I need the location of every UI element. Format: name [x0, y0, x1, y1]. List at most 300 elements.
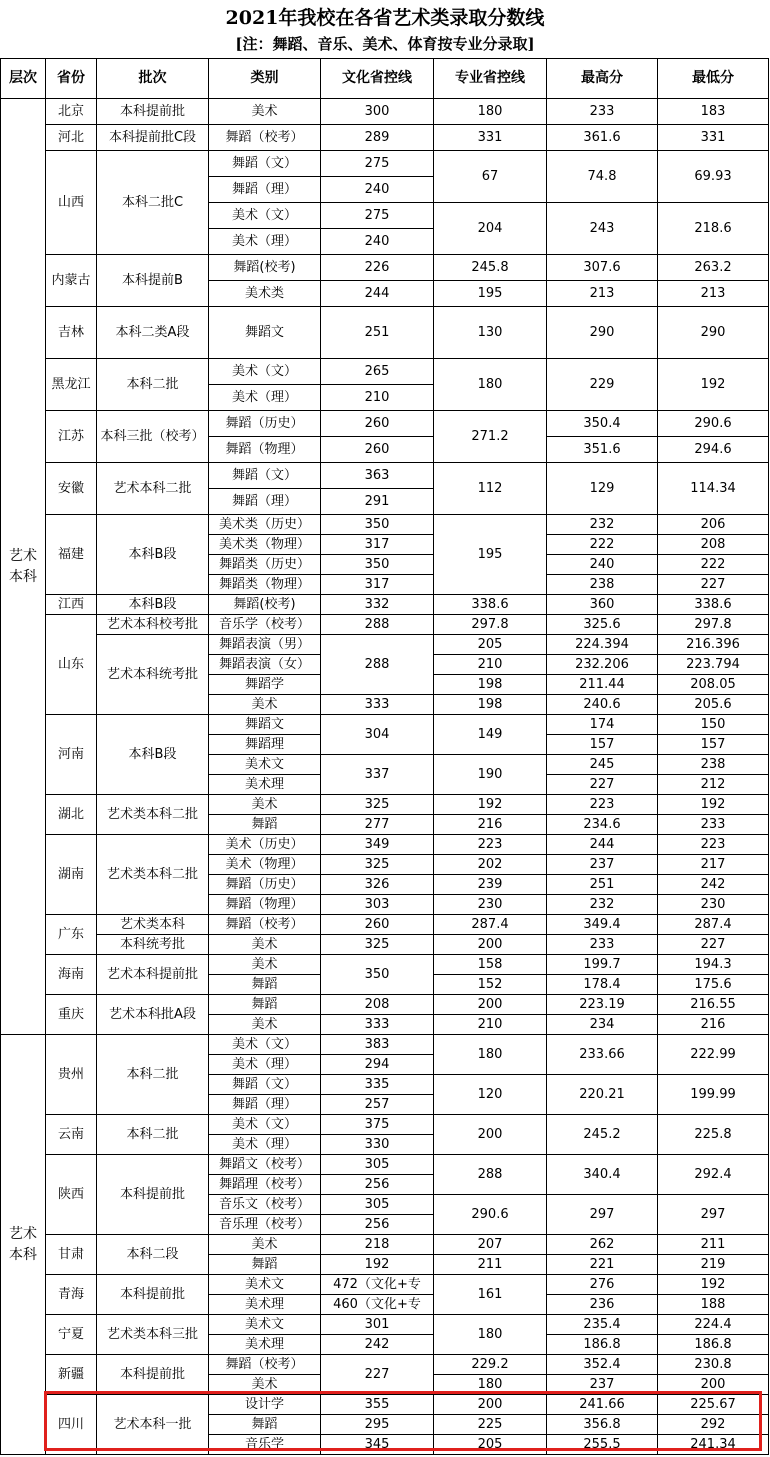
- min-score-cell: 208.05: [658, 675, 769, 695]
- culture-line-cell: 303: [321, 895, 434, 915]
- category-cell: 美术类（物理）: [209, 535, 321, 555]
- min-score-cell: 227: [658, 575, 769, 595]
- min-score-cell: 297: [658, 1195, 769, 1235]
- max-score-cell: 245.2: [547, 1115, 658, 1155]
- batch-cell: 本科二段: [97, 1235, 209, 1275]
- category-cell: 舞蹈类（物理）: [209, 575, 321, 595]
- culture-line-cell: 350: [321, 555, 434, 575]
- min-score-cell: 294.6: [658, 437, 769, 463]
- category-cell: 美术理: [209, 1335, 321, 1355]
- table-row: [1, 835, 769, 855]
- max-score-cell: 220.21: [547, 1075, 658, 1115]
- category-cell: 美术理: [209, 775, 321, 795]
- max-score-cell: 350.4: [547, 411, 658, 437]
- min-score-cell: 114.34: [658, 463, 769, 515]
- max-score-cell: 223: [547, 795, 658, 815]
- min-score-cell: 192: [658, 359, 769, 411]
- min-score-cell: 212: [658, 775, 769, 795]
- max-score-cell: 276: [547, 1275, 658, 1295]
- max-score-cell: 232.206: [547, 655, 658, 675]
- culture-line-cell: 251: [321, 307, 434, 359]
- category-cell: 舞蹈: [209, 975, 321, 995]
- max-score-cell: 243: [547, 203, 658, 255]
- max-score-cell: 224.394: [547, 635, 658, 655]
- batch-cell: 本科提前批: [97, 1355, 209, 1395]
- min-score-cell: 230.8: [658, 1355, 769, 1375]
- category-cell: 美术（文）: [209, 203, 321, 229]
- max-score-cell: 244: [547, 835, 658, 855]
- category-cell: 舞蹈表演（女）: [209, 655, 321, 675]
- max-score-cell: 213: [547, 281, 658, 307]
- culture-line-cell: 317: [321, 535, 434, 555]
- culture-line-cell: 305: [321, 1195, 434, 1215]
- min-score-cell: 192: [658, 795, 769, 815]
- max-score-cell: 233.66: [547, 1035, 658, 1075]
- min-score-cell: 292.4: [658, 1155, 769, 1195]
- min-score-cell: 216.55: [658, 995, 769, 1015]
- min-score-cell: 206: [658, 515, 769, 535]
- category-cell: 舞蹈（校考）: [209, 1355, 321, 1375]
- header-major-line: 专业省控线: [434, 59, 547, 99]
- max-score-cell: 307.6: [547, 255, 658, 281]
- major-line-cell: 200: [434, 1115, 547, 1155]
- province-cell: 贵州: [46, 1035, 97, 1115]
- max-score-cell: 238: [547, 575, 658, 595]
- max-score-cell: 157: [547, 735, 658, 755]
- min-score-cell: 188: [658, 1295, 769, 1315]
- province-cell: 山西: [46, 151, 97, 255]
- header-level: 层次: [1, 59, 46, 99]
- batch-cell: 艺术类本科: [97, 915, 209, 935]
- table-row: [1, 595, 769, 615]
- culture-line-cell: 335: [321, 1075, 434, 1095]
- culture-line-cell: 242: [321, 1335, 434, 1355]
- min-score-cell: 331: [658, 125, 769, 151]
- category-cell: 舞蹈(校考): [209, 255, 321, 281]
- culture-line-cell: 460（文化+专: [321, 1295, 434, 1315]
- max-score-cell: 233: [547, 99, 658, 125]
- category-cell: 美术类（历史）: [209, 515, 321, 535]
- min-score-cell: 287.4: [658, 915, 769, 935]
- category-cell: 舞蹈: [209, 1255, 321, 1275]
- max-score-cell: 237: [547, 855, 658, 875]
- culture-line-cell: 304: [321, 715, 434, 755]
- culture-line-cell: 337: [321, 755, 434, 795]
- max-score-cell: 129: [547, 463, 658, 515]
- category-cell: 音乐学: [209, 1435, 321, 1455]
- culture-line-cell: 289: [321, 125, 434, 151]
- header-category: 类别: [209, 59, 321, 99]
- max-score-cell: 255.5: [547, 1435, 658, 1455]
- max-score-cell: 234.6: [547, 815, 658, 835]
- header-min-score: 最低分: [658, 59, 769, 99]
- category-cell: 舞蹈文: [209, 715, 321, 735]
- major-line-cell: 239: [434, 875, 547, 895]
- major-line-cell: 211: [434, 1255, 547, 1275]
- culture-line-cell: 300: [321, 99, 434, 125]
- major-line-cell: 158: [434, 955, 547, 975]
- batch-cell: 本科二类A段: [97, 307, 209, 359]
- culture-line-cell: 277: [321, 815, 434, 835]
- min-score-cell: 338.6: [658, 595, 769, 615]
- province-cell: 吉林: [46, 307, 97, 359]
- category-cell: 美术（理）: [209, 1135, 321, 1155]
- table-row: [1, 615, 769, 635]
- batch-cell: 本科提前批C段: [97, 125, 209, 151]
- province-cell: 青海: [46, 1275, 97, 1315]
- max-score-cell: 351.6: [547, 437, 658, 463]
- min-score-cell: 216.396: [658, 635, 769, 655]
- min-score-cell: 208: [658, 535, 769, 555]
- max-score-cell: 290: [547, 307, 658, 359]
- major-line-cell: 202: [434, 855, 547, 875]
- category-cell: 美术（理）: [209, 1055, 321, 1075]
- culture-line-cell: 472（文化+专: [321, 1275, 434, 1295]
- culture-line-cell: 208: [321, 995, 434, 1015]
- max-score-cell: 360: [547, 595, 658, 615]
- table-row: [1, 307, 769, 359]
- province-cell: 四川: [46, 1395, 97, 1455]
- major-line-cell: 288: [434, 1155, 547, 1195]
- max-score-cell: 221: [547, 1255, 658, 1275]
- page-subtitle: [注：舞蹈、音乐、美术、体育按专业分录取]: [235, 35, 535, 53]
- max-score-cell: 174: [547, 715, 658, 735]
- min-score-cell: 290: [658, 307, 769, 359]
- province-cell: 云南: [46, 1115, 97, 1155]
- category-cell: 舞蹈（历史）: [209, 875, 321, 895]
- max-score-cell: 235.4: [547, 1315, 658, 1335]
- major-line-cell: 198: [434, 675, 547, 695]
- batch-cell: 艺术类本科二批: [97, 795, 209, 835]
- category-cell: 美术（历史）: [209, 835, 321, 855]
- min-score-cell: 192: [658, 1275, 769, 1295]
- culture-line-cell: 260: [321, 437, 434, 463]
- category-cell: 美术文: [209, 1315, 321, 1335]
- category-cell: 美术文: [209, 1275, 321, 1295]
- category-cell: 美术: [209, 1015, 321, 1035]
- max-score-cell: 352.4: [547, 1355, 658, 1375]
- culture-line-cell: 291: [321, 489, 434, 515]
- batch-cell: 艺术本科二批: [97, 463, 209, 515]
- province-cell: 新疆: [46, 1355, 97, 1395]
- major-line-cell: 331: [434, 125, 547, 151]
- culture-line-cell: 218: [321, 1235, 434, 1255]
- province-cell: 山东: [46, 615, 97, 715]
- batch-cell: 本科二批: [97, 359, 209, 411]
- max-score-cell: 349.4: [547, 915, 658, 935]
- province-cell: 海南: [46, 955, 97, 995]
- culture-line-cell: 350: [321, 515, 434, 535]
- culture-line-cell: 350: [321, 955, 434, 995]
- max-score-cell: 232: [547, 895, 658, 915]
- major-line-cell: 195: [434, 515, 547, 595]
- table-row: [1, 1235, 769, 1255]
- min-score-cell: 241.34: [658, 1435, 769, 1455]
- max-score-cell: 262: [547, 1235, 658, 1255]
- major-line-cell: 271.2: [434, 411, 547, 463]
- table-row: [1, 795, 769, 815]
- table-row: [1, 151, 769, 177]
- batch-cell: 本科提前批: [97, 1275, 209, 1315]
- major-line-cell: 205: [434, 1435, 547, 1455]
- culture-line-cell: 257: [321, 1095, 434, 1115]
- table-row: [1, 715, 769, 735]
- category-cell: 舞蹈（文）: [209, 151, 321, 177]
- level-cell: 艺术本科: [1, 1035, 46, 1455]
- header-batch: 批次: [97, 59, 209, 99]
- culture-line-cell: 301: [321, 1315, 434, 1335]
- batch-cell: 本科B段: [97, 515, 209, 595]
- batch-cell: 本科B段: [97, 715, 209, 795]
- min-score-cell: 150: [658, 715, 769, 735]
- category-cell: 舞蹈（理）: [209, 177, 321, 203]
- table-row: [1, 935, 769, 955]
- batch-cell: 艺术本科批A段: [97, 995, 209, 1035]
- page-title: 2021年我校在各省艺术类录取分数线: [225, 7, 545, 29]
- culture-line-cell: 332: [321, 595, 434, 615]
- major-line-cell: 245.8: [434, 255, 547, 281]
- table-row: [1, 125, 769, 151]
- max-score-cell: 361.6: [547, 125, 658, 151]
- province-cell: 黑龙江: [46, 359, 97, 411]
- min-score-cell: 297.8: [658, 615, 769, 635]
- table-row: [1, 411, 769, 437]
- category-cell: 舞蹈表演（男）: [209, 635, 321, 655]
- table-row: [1, 1155, 769, 1175]
- culture-line-cell: 256: [321, 1215, 434, 1235]
- table-row: [1, 515, 769, 535]
- major-line-cell: 287.4: [434, 915, 547, 935]
- major-line-cell: 120: [434, 1075, 547, 1115]
- category-cell: 舞蹈文: [209, 307, 321, 359]
- table-row: [1, 955, 769, 975]
- category-cell: 美术: [209, 1235, 321, 1255]
- min-score-cell: 222: [658, 555, 769, 575]
- table-row: [1, 1315, 769, 1335]
- category-cell: 舞蹈（物理）: [209, 895, 321, 915]
- major-line-cell: 190: [434, 755, 547, 795]
- culture-line-cell: 375: [321, 1115, 434, 1135]
- min-score-cell: 69.93: [658, 151, 769, 203]
- province-cell: 重庆: [46, 995, 97, 1035]
- category-cell: 设计学: [209, 1395, 321, 1415]
- min-score-cell: 157: [658, 735, 769, 755]
- table-row: [1, 99, 769, 125]
- major-line-cell: 216: [434, 815, 547, 835]
- batch-cell: 艺术本科统考批: [97, 635, 209, 715]
- major-line-cell: 200: [434, 995, 547, 1015]
- min-score-cell: 230: [658, 895, 769, 915]
- table-row: [1, 463, 769, 489]
- max-score-cell: 211.44: [547, 675, 658, 695]
- category-cell: 美术（文）: [209, 1115, 321, 1135]
- major-line-cell: 297.8: [434, 615, 547, 635]
- major-line-cell: 207: [434, 1235, 547, 1255]
- major-line-cell: 200: [434, 1395, 547, 1415]
- min-score-cell: 227: [658, 935, 769, 955]
- culture-line-cell: 355: [321, 1395, 434, 1415]
- culture-line-cell: 325: [321, 855, 434, 875]
- province-cell: 江苏: [46, 411, 97, 463]
- category-cell: 美术（文）: [209, 359, 321, 385]
- category-cell: 美术: [209, 695, 321, 715]
- min-score-cell: 199.99: [658, 1075, 769, 1115]
- culture-line-cell: 333: [321, 695, 434, 715]
- min-score-cell: 222.99: [658, 1035, 769, 1075]
- culture-line-cell: 226: [321, 255, 434, 281]
- min-score-cell: 223.794: [658, 655, 769, 675]
- max-score-cell: 223.19: [547, 995, 658, 1015]
- category-cell: 美术（文）: [209, 1035, 321, 1055]
- header-max-score: 最高分: [547, 59, 658, 99]
- province-cell: 安徽: [46, 463, 97, 515]
- category-cell: 舞蹈学: [209, 675, 321, 695]
- culture-line-cell: 275: [321, 151, 434, 177]
- culture-line-cell: 383: [321, 1035, 434, 1055]
- max-score-cell: 245: [547, 755, 658, 775]
- batch-cell: 本科提前B: [97, 255, 209, 307]
- category-cell: 舞蹈（物理）: [209, 437, 321, 463]
- batch-cell: 艺术本科校考批: [97, 615, 209, 635]
- culture-line-cell: 227: [321, 1355, 434, 1395]
- category-cell: 舞蹈（历史）: [209, 411, 321, 437]
- culture-line-cell: 349: [321, 835, 434, 855]
- major-line-cell: 230: [434, 895, 547, 915]
- major-line-cell: 130: [434, 307, 547, 359]
- table-row: [1, 995, 769, 1015]
- culture-line-cell: 260: [321, 915, 434, 935]
- culture-line-cell: 317: [321, 575, 434, 595]
- max-score-cell: 236: [547, 1295, 658, 1315]
- max-score-cell: 233: [547, 935, 658, 955]
- max-score-cell: 229: [547, 359, 658, 411]
- province-cell: 北京: [46, 99, 97, 125]
- header-culture-line: 文化省控线: [321, 59, 434, 99]
- culture-line-cell: 363: [321, 463, 434, 489]
- culture-line-cell: 240: [321, 177, 434, 203]
- province-cell: 福建: [46, 515, 97, 595]
- culture-line-cell: 345: [321, 1435, 434, 1455]
- province-cell: 内蒙古: [46, 255, 97, 307]
- category-cell: 舞蹈类（历史）: [209, 555, 321, 575]
- admission-score-table: [0, 58, 769, 1455]
- major-line-cell: 205: [434, 635, 547, 655]
- max-score-cell: 227: [547, 775, 658, 795]
- table-row: [1, 1395, 769, 1415]
- major-line-cell: 149: [434, 715, 547, 755]
- min-score-cell: 175.6: [658, 975, 769, 995]
- major-line-cell: 200: [434, 935, 547, 955]
- batch-cell: 本科统考批: [97, 935, 209, 955]
- province-cell: 江西: [46, 595, 97, 615]
- batch-cell: 本科三批（校考）: [97, 411, 209, 463]
- table-row: [1, 915, 769, 935]
- province-cell: 广东: [46, 915, 97, 955]
- max-score-cell: 240.6: [547, 695, 658, 715]
- min-score-cell: 224.4: [658, 1315, 769, 1335]
- culture-line-cell: 325: [321, 795, 434, 815]
- max-score-cell: 199.7: [547, 955, 658, 975]
- category-cell: 舞蹈: [209, 815, 321, 835]
- category-cell: 舞蹈（理）: [209, 489, 321, 515]
- table-row: [1, 1355, 769, 1375]
- level-cell: 艺术本科: [1, 99, 46, 1035]
- category-cell: 舞蹈（文）: [209, 463, 321, 489]
- major-line-cell: 204: [434, 203, 547, 255]
- max-score-cell: 340.4: [547, 1155, 658, 1195]
- culture-line-cell: 260: [321, 411, 434, 437]
- major-line-cell: 223: [434, 835, 547, 855]
- max-score-cell: 186.8: [547, 1335, 658, 1355]
- major-line-cell: 198: [434, 695, 547, 715]
- culture-line-cell: 325: [321, 935, 434, 955]
- min-score-cell: 225.8: [658, 1115, 769, 1155]
- major-line-cell: 180: [434, 1315, 547, 1355]
- culture-line-cell: 295: [321, 1415, 434, 1435]
- min-score-cell: 213: [658, 281, 769, 307]
- min-score-cell: 233: [658, 815, 769, 835]
- min-score-cell: 186.8: [658, 1335, 769, 1355]
- min-score-cell: 225.67: [658, 1395, 769, 1415]
- category-cell: 美术（物理）: [209, 855, 321, 875]
- batch-cell: 本科二批: [97, 1035, 209, 1115]
- table-row: [1, 1035, 769, 1055]
- max-score-cell: 74.8: [547, 151, 658, 203]
- header-row: [1, 59, 769, 99]
- major-line-cell: 180: [434, 1375, 547, 1395]
- min-score-cell: 211: [658, 1235, 769, 1255]
- category-cell: 舞蹈（文）: [209, 1075, 321, 1095]
- table-row: [1, 1115, 769, 1135]
- min-score-cell: 290.6: [658, 411, 769, 437]
- category-cell: 美术: [209, 795, 321, 815]
- table-body: [1, 59, 769, 1455]
- culture-line-cell: 330: [321, 1135, 434, 1155]
- major-line-cell: 161: [434, 1275, 547, 1315]
- major-line-cell: 210: [434, 655, 547, 675]
- category-cell: 美术: [209, 1375, 321, 1395]
- min-score-cell: 238: [658, 755, 769, 775]
- min-score-cell: 219: [658, 1255, 769, 1275]
- min-score-cell: 217: [658, 855, 769, 875]
- category-cell: 美术: [209, 955, 321, 975]
- culture-line-cell: 288: [321, 635, 434, 695]
- max-score-cell: 232: [547, 515, 658, 535]
- batch-cell: 本科提前批: [97, 1155, 209, 1235]
- culture-line-cell: 244: [321, 281, 434, 307]
- min-score-cell: 216: [658, 1015, 769, 1035]
- batch-cell: 本科提前批: [97, 99, 209, 125]
- category-cell: 音乐文（校考）: [209, 1195, 321, 1215]
- major-line-cell: 195: [434, 281, 547, 307]
- min-score-cell: 263.2: [658, 255, 769, 281]
- major-line-cell: 180: [434, 359, 547, 411]
- max-score-cell: 178.4: [547, 975, 658, 995]
- category-cell: 舞蹈(校考): [209, 595, 321, 615]
- major-line-cell: 225: [434, 1415, 547, 1435]
- max-score-cell: 237: [547, 1375, 658, 1395]
- culture-line-cell: 240: [321, 229, 434, 255]
- category-cell: 美术文: [209, 755, 321, 775]
- table-row: [1, 1275, 769, 1295]
- major-line-cell: 180: [434, 1035, 547, 1075]
- min-score-cell: 218.6: [658, 203, 769, 255]
- header-province: 省份: [46, 59, 97, 99]
- category-cell: 美术类: [209, 281, 321, 307]
- max-score-cell: 241.66: [547, 1395, 658, 1415]
- max-score-cell: 222: [547, 535, 658, 555]
- category-cell: 舞蹈（校考）: [209, 125, 321, 151]
